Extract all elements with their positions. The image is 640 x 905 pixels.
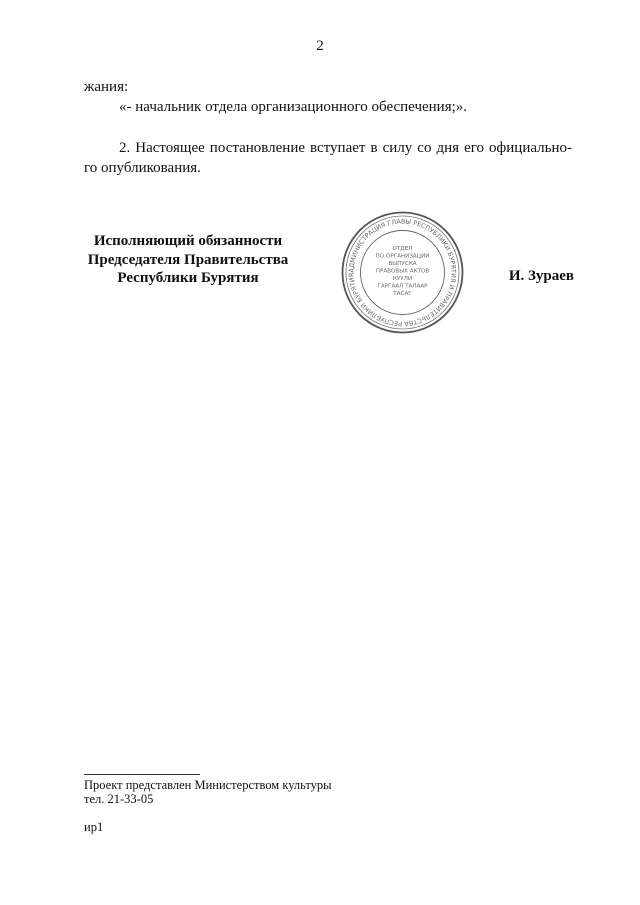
- footnote-project-source: Проект представлен Министерством культуры: [84, 778, 332, 792]
- stamp-center-line: ОТДЕЛ: [392, 246, 413, 252]
- stamp-center-line: ПРАВОВЫХ АКТОВ: [375, 268, 430, 275]
- signatory-name: И. Зураев: [508, 268, 574, 284]
- signature-title-line-2: Председателя Правительства: [87, 251, 289, 268]
- footnote-divider: [84, 774, 200, 775]
- body-text-quoted-line: «- начальник отдела организационного обеспечения;».: [119, 99, 468, 115]
- body-text-continuation: жания:: [84, 79, 129, 95]
- page-number: 2: [316, 38, 324, 54]
- stamp-center-line: КУУЛИ: [392, 276, 413, 282]
- stamp-center-line: ПО ОРГАНИЗАЦИИ: [375, 253, 430, 260]
- signature-title-line-1: Исполняющий обязанности: [93, 233, 283, 249]
- signature-title-line-3: Республики Бурятия: [117, 270, 259, 286]
- stamp-center-line: ВЫПУСКА: [388, 261, 417, 267]
- footnote-phone: тел. 21-33-05: [84, 792, 154, 806]
- stamp-center-line: ГАРГААЛ ТАЛААР: [377, 283, 428, 290]
- footnote-initials: ир1: [84, 820, 104, 834]
- stamp-ring-text: АДМИНИСТРАЦИЯ ГЛАВЫ РЕСПУБЛИКИ БУРЯТИЯ И ПРАВИТЕЛЬСТВА РЕСПУБЛИКИ БУРЯТИЯ: [347, 217, 458, 328]
- official-stamp-seal: [340, 210, 465, 335]
- stamp-center-line: ТАСАГ: [393, 291, 412, 297]
- paragraph-2: 2. Настоящее постановление вступает в силу со дня его официально-го опубликования.: [84, 140, 572, 176]
- signature-title: [80, 232, 296, 288]
